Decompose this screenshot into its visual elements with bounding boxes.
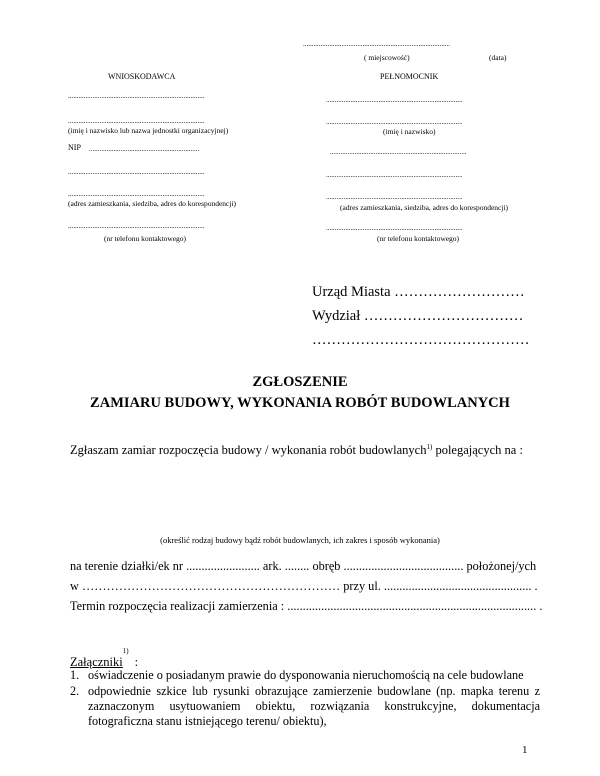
nip-field[interactable]: ............................................................... (89, 145, 200, 153)
list-item (70, 684, 540, 729)
list-item-number: 1. (70, 668, 80, 682)
attachments-colon: : (134, 655, 139, 670)
applicant-name-line-2[interactable]: .............................................................................. (68, 117, 205, 125)
applicant-name-label: (imię i nazwisko lub nazwa jednostki organizacyjnej) (68, 126, 229, 135)
proxy-address-label: (adres zamieszkania, siedziba, adres do korespondencji) (340, 203, 509, 212)
start-date-line[interactable]: Termin rozpoczęcia realizacji zamierzenia : ................................................................................. . (70, 599, 543, 613)
plot-line[interactable]: na terenie działki/ek nr ........................ ark. ........ obręb ....................................... położonej/ych (70, 559, 537, 573)
proxy-phone-line[interactable]: .............................................................................. (326, 224, 463, 232)
office-department: Wydział …………………………… (312, 308, 524, 324)
proxy-name-label: (imię i nazwisko) (383, 127, 436, 136)
document-subtitle: ZAMIARU BUDOWY, WYKONANIA ROBÓT BUDOWLANYCH (90, 395, 510, 411)
place-date-field[interactable]: .................................................................................... (303, 40, 450, 48)
date-label: (data) (489, 53, 507, 62)
applicant-phone-line[interactable]: .............................................................................. (68, 222, 205, 230)
address-line[interactable]: w ……………………………………………………… przy ul. ................................................ . (70, 579, 538, 593)
intro-text-main: Zgłaszam zamiar rozpoczęcia budowy / wykonania robót budowlanych (70, 443, 427, 458)
applicant-phone-label: (nr telefonu kontaktowego) (104, 234, 187, 243)
place-label: ( miejscowość) (364, 53, 410, 62)
applicant-address-line-2[interactable]: .............................................................................. (68, 190, 205, 198)
list-item-text: odpowiednie szkice lub rysunki obrazujące zamierzenie budowlane (np. mapka terenu z zaznaczonym usytuowaniem obiektu, rozwiązania konstrukcyjne, dokumentacja fotograficzna stanu istniejącego terenu/ obiektu), (88, 684, 540, 728)
proxy-name-line-1[interactable]: .............................................................................. (326, 96, 463, 104)
list-item-text: oświadczenie o posiadanym prawie do dysponowania nieruchomością na cele budowlane (88, 668, 524, 682)
specify-work-label: (określić rodzaj budowy bądź robót budowlanych, ich zakres i sposób wykonania) (160, 535, 440, 545)
attachments-footnote-marker: 1) (122, 647, 129, 655)
office-extra-line: ……………………………………… (312, 332, 530, 348)
applicant-name-line-1[interactable]: .............................................................................. (68, 92, 205, 100)
attachments-list (70, 668, 540, 729)
proxy-heading: PEŁNOMOCNIK (380, 72, 439, 81)
page-number: 1 (522, 744, 528, 756)
applicant-address-label: (adres zamieszkania, siedziba, adres do korespondencji) (68, 199, 237, 208)
proxy-phone-label: (nr telefonu kontaktowego) (377, 234, 460, 243)
list-item (70, 668, 540, 683)
document-title: ZGŁOSZENIE (252, 374, 348, 390)
intro-footnote-marker: 1) (426, 443, 433, 451)
attachments-label: Załączniki (70, 655, 123, 670)
applicant-heading: WNIOSKODAWCA (108, 72, 176, 81)
nip-label: NIP (68, 143, 81, 152)
intro-text (70, 443, 523, 458)
proxy-name-line-2[interactable]: .............................................................................. (326, 118, 463, 126)
proxy-address-line-2[interactable]: .............................................................................. (326, 193, 463, 201)
office-city: Urząd Miasta ……………………… (312, 284, 525, 300)
applicant-address-line-1[interactable]: .............................................................................. (68, 168, 205, 176)
list-item-number: 2. (70, 684, 80, 698)
proxy-line-3[interactable]: .............................................................................. (330, 148, 467, 156)
proxy-address-line-1[interactable]: .............................................................................. (326, 171, 463, 179)
intro-text-tail: polegających na : (432, 443, 523, 458)
